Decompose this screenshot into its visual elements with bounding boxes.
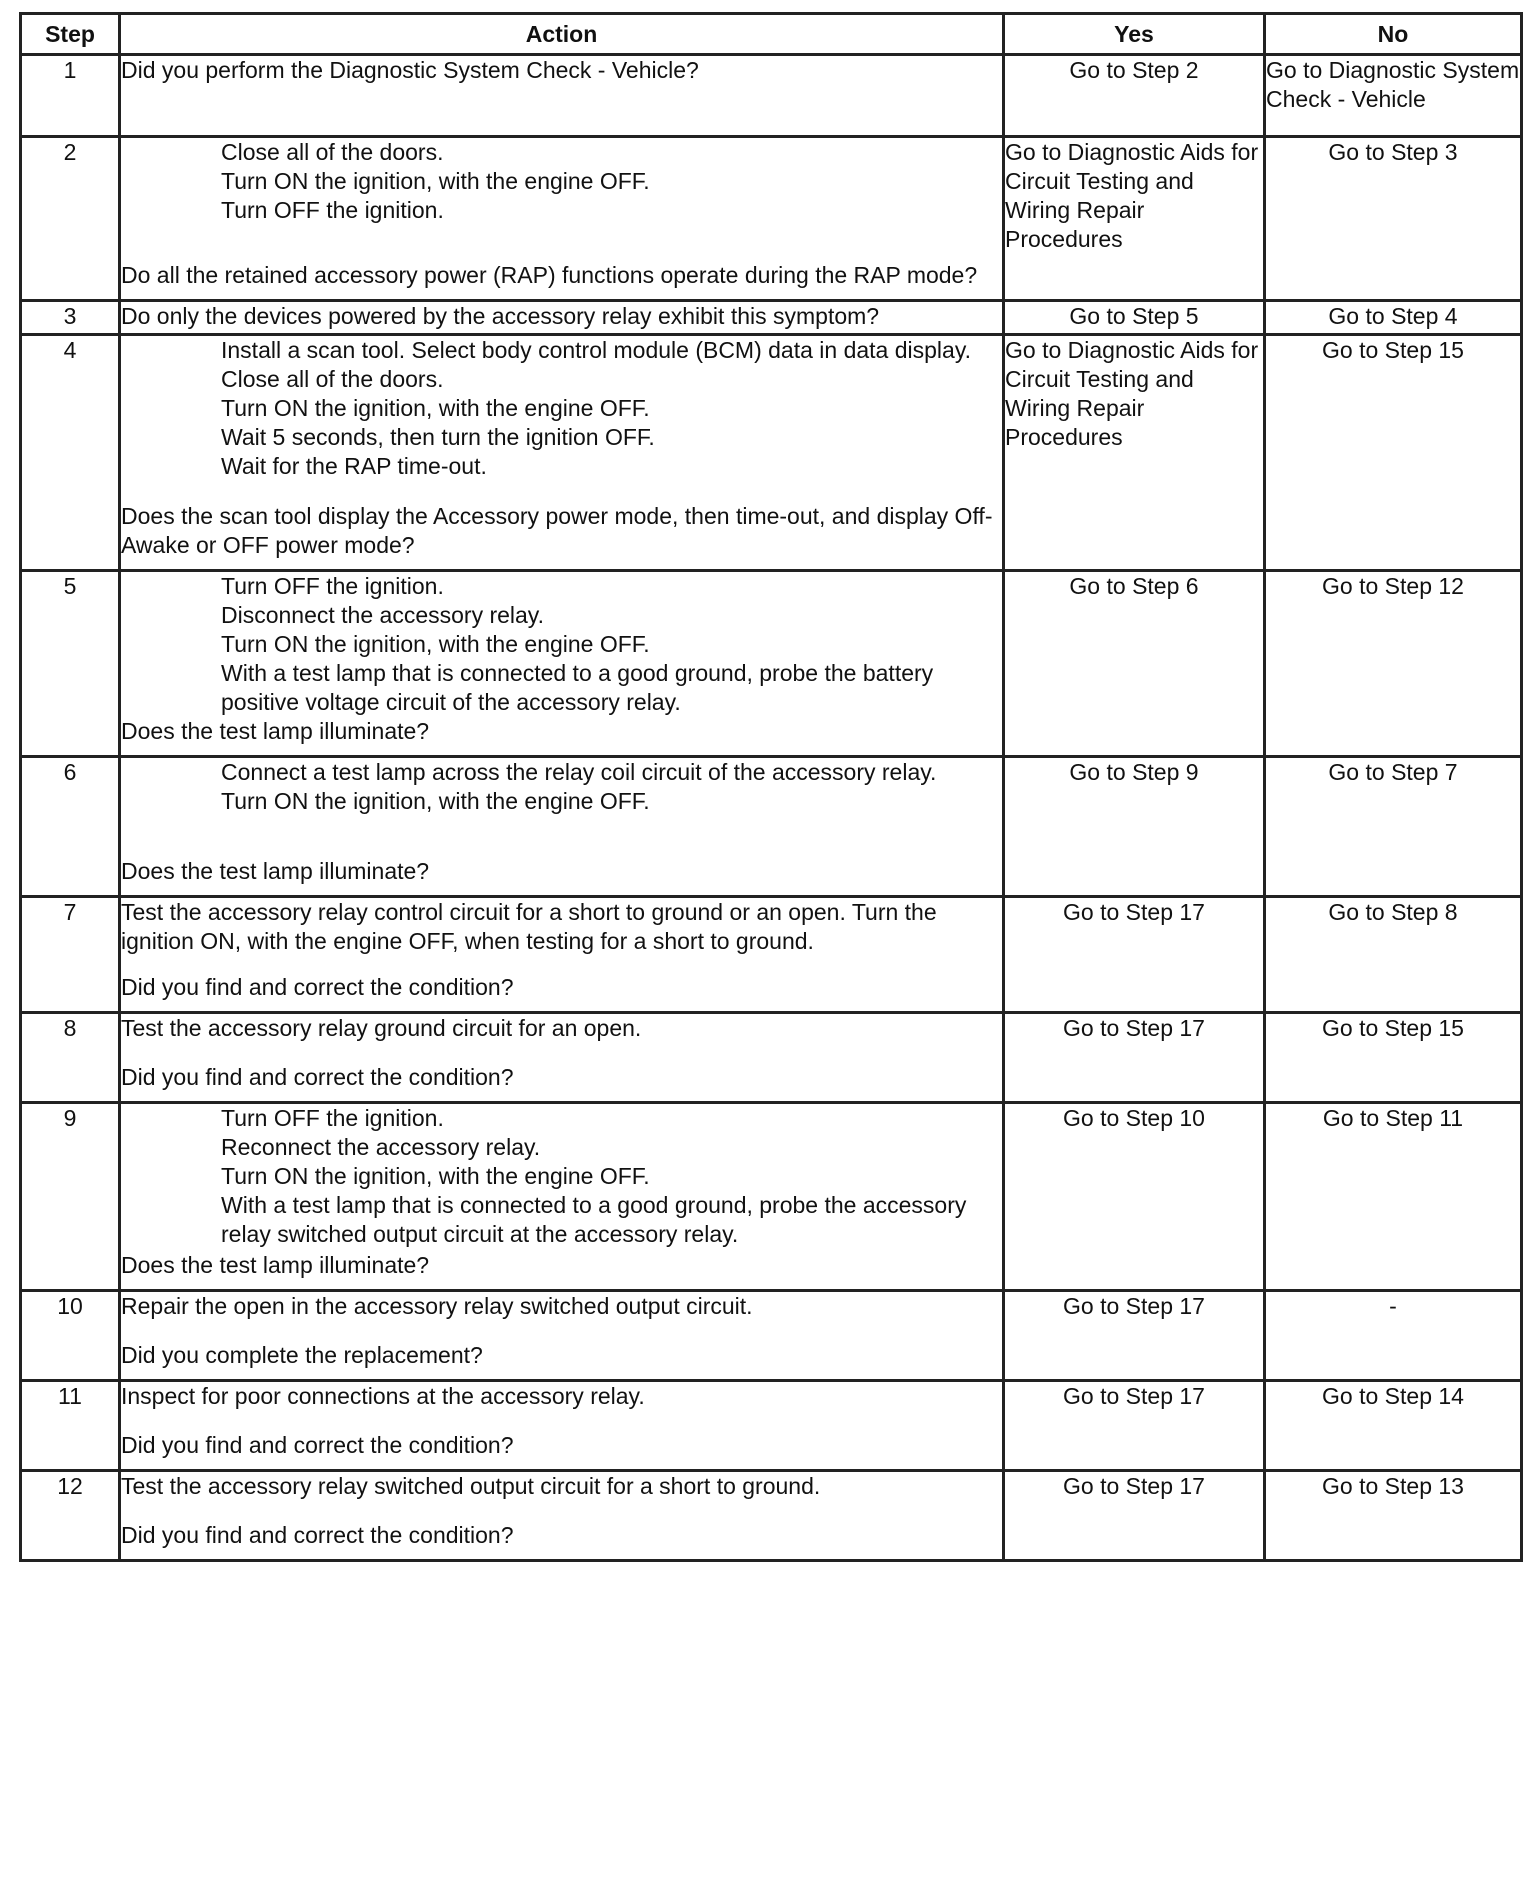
action-question: Did you find and correct the condition? [121,974,514,1000]
action-cell [120,335,1004,571]
no-result: Go to Step 8 [1265,897,1522,1013]
action-cell [120,897,1004,1013]
action-cell [120,55,1004,137]
action-text: Do only the devices powered by the accessory relay exhibit this symptom? [121,303,880,329]
yes-result: Go to Step 9 [1004,757,1265,897]
table-row [21,1381,1522,1471]
step-number: 6 [21,757,120,897]
action-question: Did you find and correct the condition? [121,1432,514,1458]
action-text: Repair the open in the accessory relay switched output circuit. [121,1293,753,1319]
action-question: Does the scan tool display the Accessory power mode, then time-out, and display Off-Awake or OFF power mode? [121,503,993,558]
action-cell [120,1103,1004,1291]
step-number: 12 [21,1471,120,1561]
yes-result: Go to Diagnostic Aids for Circuit Testing and Wiring Repair Procedures [1004,137,1265,301]
instruction-item: Close all of the doors. [221,366,444,392]
header-row [21,14,1522,55]
no-result: Go to Step 3 [1265,137,1522,301]
action-text: Inspect for poor connections at the accessory relay. [121,1383,645,1409]
table-row [21,335,1522,571]
instruction-item: Turn ON the ignition, with the engine OFF. [221,788,650,814]
table-row [21,1013,1522,1103]
no-result: Go to Step 13 [1265,1471,1522,1561]
no-result: Go to Step 4 [1265,301,1522,335]
instruction-item: Wait for the RAP time-out. [221,453,487,479]
action-content [121,302,1002,329]
no-result: Go to Step 7 [1265,757,1522,897]
header-no: No [1265,14,1522,55]
header-action: Action [120,14,1004,55]
yes-result: Go to Step 17 [1004,1381,1265,1471]
table-row [21,1471,1522,1561]
action-cell [120,1381,1004,1471]
yes-result: Go to Step 5 [1004,301,1265,335]
instruction-item: Turn ON the ignition, with the engine OFF. [221,631,650,657]
yes-result: Go to Step 2 [1004,55,1265,137]
no-result: - [1265,1291,1522,1381]
instruction-item: Connect a test lamp across the relay coil circuit of the accessory relay. [221,759,937,785]
instruction-item: With a test lamp that is connected to a good ground, probe the battery positive voltage circuit of the accessory relay. [221,660,934,715]
table-row [21,571,1522,757]
action-cell [120,301,1004,335]
no-result: Go to Diagnostic System Check - Vehicle [1265,55,1522,137]
instruction-item: Turn OFF the ignition. [221,197,444,223]
action-cell [120,571,1004,757]
no-result: Go to Step 12 [1265,571,1522,757]
table-row [21,1291,1522,1381]
action-cell [120,1291,1004,1381]
action-content [121,758,1002,886]
action-cell [120,757,1004,897]
no-result: Go to Step 15 [1265,335,1522,571]
action-question: Do all the retained accessory power (RAP) functions operate during the RAP mode? [121,262,978,288]
action-question: Does the test lamp illuminate? [121,718,430,744]
instruction-item: Install a scan tool. Select body control module (BCM) data in data display. [221,337,972,363]
diagnostic-table [19,12,1523,1562]
table-row [21,55,1522,137]
no-result: Go to Step 11 [1265,1103,1522,1291]
instruction-item: Close all of the doors. [221,139,444,165]
action-content [121,1292,1002,1370]
no-result: Go to Step 14 [1265,1381,1522,1471]
action-question: Did you find and correct the condition? [121,1522,514,1548]
action-content [121,1382,1002,1460]
instruction-item: Turn OFF the ignition. [221,1105,444,1131]
step-number: 9 [21,1103,120,1291]
action-content [121,138,1002,290]
step-number: 8 [21,1013,120,1103]
instruction-list [221,758,1002,816]
table-row [21,137,1522,301]
table-body [21,55,1522,1561]
table-row [21,301,1522,335]
table-row [21,757,1522,897]
yes-result: Go to Step 17 [1004,1291,1265,1381]
action-question: Did you find and correct the condition? [121,1064,514,1090]
instruction-item: Turn ON the ignition, with the engine OFF. [221,168,650,194]
step-number: 11 [21,1381,120,1471]
action-text: Test the accessory relay control circuit for a short to ground or an open. Turn the ignition ON, with the engine OFF, when testing for a short to ground. [121,899,937,954]
step-number: 3 [21,301,120,335]
yes-result: Go to Diagnostic Aids for Circuit Testing and Wiring Repair Procedures [1004,335,1265,571]
yes-result: Go to Step 6 [1004,571,1265,757]
yes-result: Go to Step 10 [1004,1103,1265,1291]
instruction-item: With a test lamp that is connected to a good ground, probe the accessory relay switched output circuit at the accessory relay. [221,1192,967,1247]
step-number: 5 [21,571,120,757]
table-row [21,897,1522,1013]
instruction-item: Wait 5 seconds, then turn the ignition OFF. [221,424,655,450]
action-cell [120,1013,1004,1103]
action-text: Did you perform the Diagnostic System Check - Vehicle? [121,57,699,83]
instruction-list [221,572,1002,717]
action-question: Does the test lamp illuminate? [121,858,430,884]
instruction-item: Reconnect the accessory relay. [221,1134,541,1160]
action-text: Test the accessory relay ground circuit for an open. [121,1015,642,1041]
action-content [121,1014,1002,1092]
yes-result: Go to Step 17 [1004,1013,1265,1103]
action-content [121,1104,1002,1280]
header-step: Step [21,14,120,55]
action-content [121,1472,1002,1550]
action-content [121,56,1002,126]
action-question: Did you complete the replacement? [121,1342,483,1368]
action-content [121,572,1002,746]
yes-result: Go to Step 17 [1004,897,1265,1013]
action-content [121,898,1002,1002]
action-cell [120,1471,1004,1561]
action-cell [120,137,1004,301]
action-text: Test the accessory relay switched output circuit for a short to ground. [121,1473,821,1499]
no-result: Go to Step 15 [1265,1013,1522,1103]
step-number: 10 [21,1291,120,1381]
yes-result: Go to Step 17 [1004,1471,1265,1561]
instruction-item: Turn ON the ignition, with the engine OFF. [221,1163,650,1189]
instruction-item: Turn ON the ignition, with the engine OFF. [221,395,650,421]
action-content [121,336,1002,560]
instruction-list [221,138,1002,225]
step-number: 7 [21,897,120,1013]
instruction-item: Turn OFF the ignition. [221,573,444,599]
instruction-list [221,336,1002,481]
step-number: 4 [21,335,120,571]
step-number: 1 [21,55,120,137]
table-row [21,1103,1522,1291]
instruction-item: Disconnect the accessory relay. [221,602,544,628]
instruction-list [221,1104,1002,1249]
step-number: 2 [21,137,120,301]
action-question: Does the test lamp illuminate? [121,1252,430,1278]
header-yes: Yes [1004,14,1265,55]
